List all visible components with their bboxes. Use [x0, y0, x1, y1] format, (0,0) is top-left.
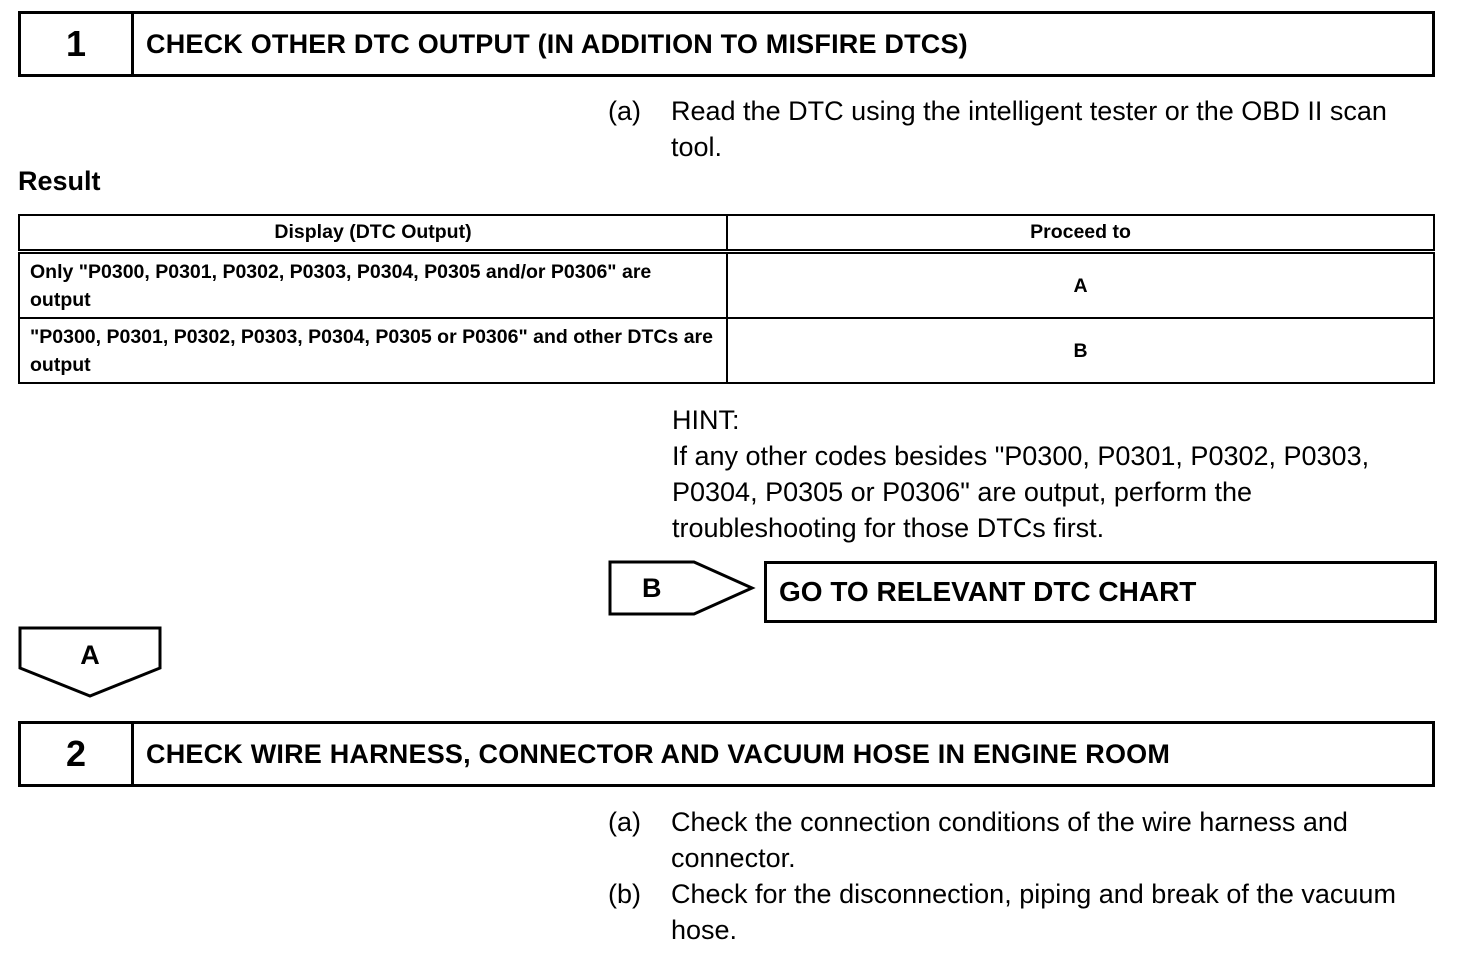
goto-relevant-dtc-chart: GO TO RELEVANT DTC CHART	[764, 561, 1437, 623]
branch-b-label: B	[642, 573, 662, 603]
instruction-marker: (a)	[608, 807, 641, 837]
step-1-number: 1	[21, 14, 134, 74]
row-proceed: A	[727, 252, 1434, 319]
column-header-display: Display (DTC Output)	[19, 215, 727, 252]
table-row	[19, 318, 1434, 383]
instruction-marker: (a)	[608, 96, 641, 126]
step-2-instruction-a	[608, 804, 1438, 876]
row-display: Only "P0300, P0301, P0302, P0303, P0304, P0305 and/or P0306" are output	[19, 252, 727, 319]
column-header-proceed: Proceed to	[727, 215, 1434, 252]
result-table	[18, 214, 1435, 384]
instruction-text: Check the connection conditions of the wire harness and connector.	[671, 807, 1348, 873]
step-2-number: 2	[21, 724, 134, 784]
hint-label: HINT:	[672, 405, 740, 435]
step-2-title: CHECK WIRE HARNESS, CONNECTOR AND VACUUM HOSE IN ENGINE ROOM	[146, 738, 1171, 769]
instruction-text: Read the DTC using the intelligent tester or the OBD II scan tool.	[671, 96, 1387, 162]
hint-block	[672, 402, 1442, 546]
instruction-text: Check for the disconnection, piping and break of the vacuum hose.	[671, 879, 1396, 945]
step-2-instruction-b	[608, 876, 1438, 948]
step-2-header	[18, 721, 1435, 787]
hint-text: If any other codes besides "P0300, P0301, P0302, P0303, P0304, P0305 or P0306" are output, perform the troubleshooting for those DTCs first.	[672, 441, 1370, 543]
table-header-row	[19, 215, 1434, 252]
branch-a-arrow	[18, 626, 164, 700]
step-1-instruction-a	[608, 93, 1438, 165]
instruction-marker: (b)	[608, 879, 641, 909]
table-row	[19, 252, 1434, 319]
branch-b-arrow	[608, 560, 758, 618]
step-1-header	[18, 11, 1435, 77]
step-1-title: CHECK OTHER DTC OUTPUT (IN ADDITION TO MISFIRE DTCS)	[146, 28, 968, 59]
result-label: Result	[18, 166, 101, 196]
row-proceed: B	[727, 318, 1434, 383]
row-display: "P0300, P0301, P0302, P0303, P0304, P0305 or P0306" and other DTCs are output	[19, 318, 727, 383]
branch-a-label: A	[80, 640, 100, 670]
